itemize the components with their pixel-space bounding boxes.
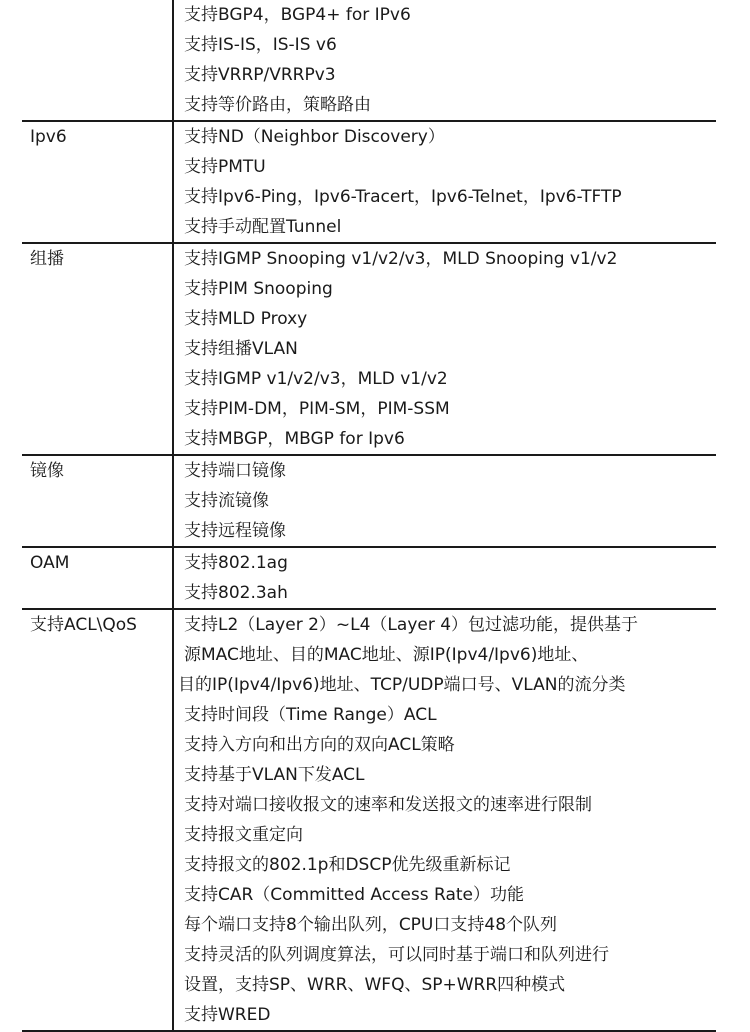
feature-line: 支持远程镜像	[184, 521, 286, 541]
section-body	[172, 548, 716, 608]
feature-line: 支持IS-IS，IS-IS v6	[184, 35, 337, 55]
feature-line: 支持IGMP v1/v2/v3，MLD v1/v2	[184, 369, 448, 389]
section-label: Ipv6	[30, 127, 67, 147]
feature-line: 支持MBGP，MBGP for Ipv6	[184, 429, 405, 449]
feature-line: 支持BGP4，BGP4+ for IPv6	[184, 5, 411, 25]
spec-section	[22, 456, 716, 548]
feature-line: 支持Ipv6-Ping，Ipv6-Tracert，Ipv6-Telnet，Ipv6-TFTP	[184, 187, 622, 207]
feature-line: 支持流镜像	[184, 491, 269, 511]
feature-line: 支持组播VLAN	[184, 339, 298, 359]
feature-line: 支持CAR（Committed Access Rate）功能	[184, 885, 524, 905]
feature-line: 支持等价路由，策略路由	[184, 95, 371, 115]
feature-line: 支持入方向和出方向的双向ACL策略	[184, 735, 455, 755]
feature-line: 支持ND（Neighbor Discovery）	[184, 127, 445, 147]
feature-line: 支持手动配置Tunnel	[184, 217, 342, 237]
spec-section	[22, 122, 716, 244]
section-label: 支持ACL\QoS	[30, 615, 137, 635]
section-body	[172, 244, 716, 454]
feature-line: 支持PIM-DM，PIM-SM，PIM-SSM	[184, 399, 450, 419]
feature-line: 支持802.1ag	[184, 553, 288, 573]
feature-line: 支持对端口接收报文的速率和发送报文的速率进行限制	[184, 795, 592, 815]
spec-section	[22, 0, 716, 122]
section-label: 镜像	[30, 461, 64, 481]
feature-line: 支持报文的802.1p和DSCP优先级重新标记	[184, 855, 511, 875]
feature-line: 支持时间段（Time Range）ACL	[184, 705, 437, 725]
feature-line: 支持IGMP Snooping v1/v2/v3，MLD Snooping v1/v2	[184, 249, 618, 269]
section-label: OAM	[30, 553, 70, 573]
feature-line: 支持基于VLAN下发ACL	[184, 765, 365, 785]
section-body	[172, 122, 716, 242]
feature-line: 支持VRRP/VRRPv3	[184, 65, 336, 85]
spec-table	[22, 0, 716, 1032]
feature-line: 支持802.3ah	[184, 583, 288, 603]
feature-line: 目的IP(Ipv4/Ipv6)地址、TCP/UDP端口号、VLAN的流分类	[178, 675, 626, 695]
feature-line: 支持WRED	[184, 1005, 271, 1025]
section-body	[172, 610, 716, 1030]
spec-section	[22, 548, 716, 610]
feature-line: 支持PMTU	[184, 157, 266, 177]
feature-line: 支持MLD Proxy	[184, 309, 308, 329]
feature-line: 支持L2（Layer 2）~L4（Layer 4）包过滤功能，提供基于	[184, 615, 639, 635]
feature-line: 支持PIM Snooping	[184, 279, 333, 299]
spec-section	[22, 244, 716, 456]
feature-line: 支持灵活的队列调度算法，可以同时基于端口和队列进行	[184, 945, 609, 965]
feature-line: 设置，支持SP、WRR、WFQ、SP+WRR四种模式	[184, 975, 566, 995]
feature-line: 每个端口支持8个输出队列，CPU口支持48个队列	[184, 915, 558, 935]
feature-line: 支持报文重定向	[184, 825, 303, 845]
spec-section	[22, 610, 716, 1032]
section-label: 组播	[30, 249, 64, 269]
section-label	[22, 0, 172, 120]
section-body	[172, 456, 716, 546]
section-body	[172, 0, 716, 120]
feature-line: 支持端口镜像	[184, 461, 286, 481]
feature-line: 源MAC地址、目的MAC地址、源IP(Ipv4/Ipv6)地址、	[184, 645, 589, 665]
